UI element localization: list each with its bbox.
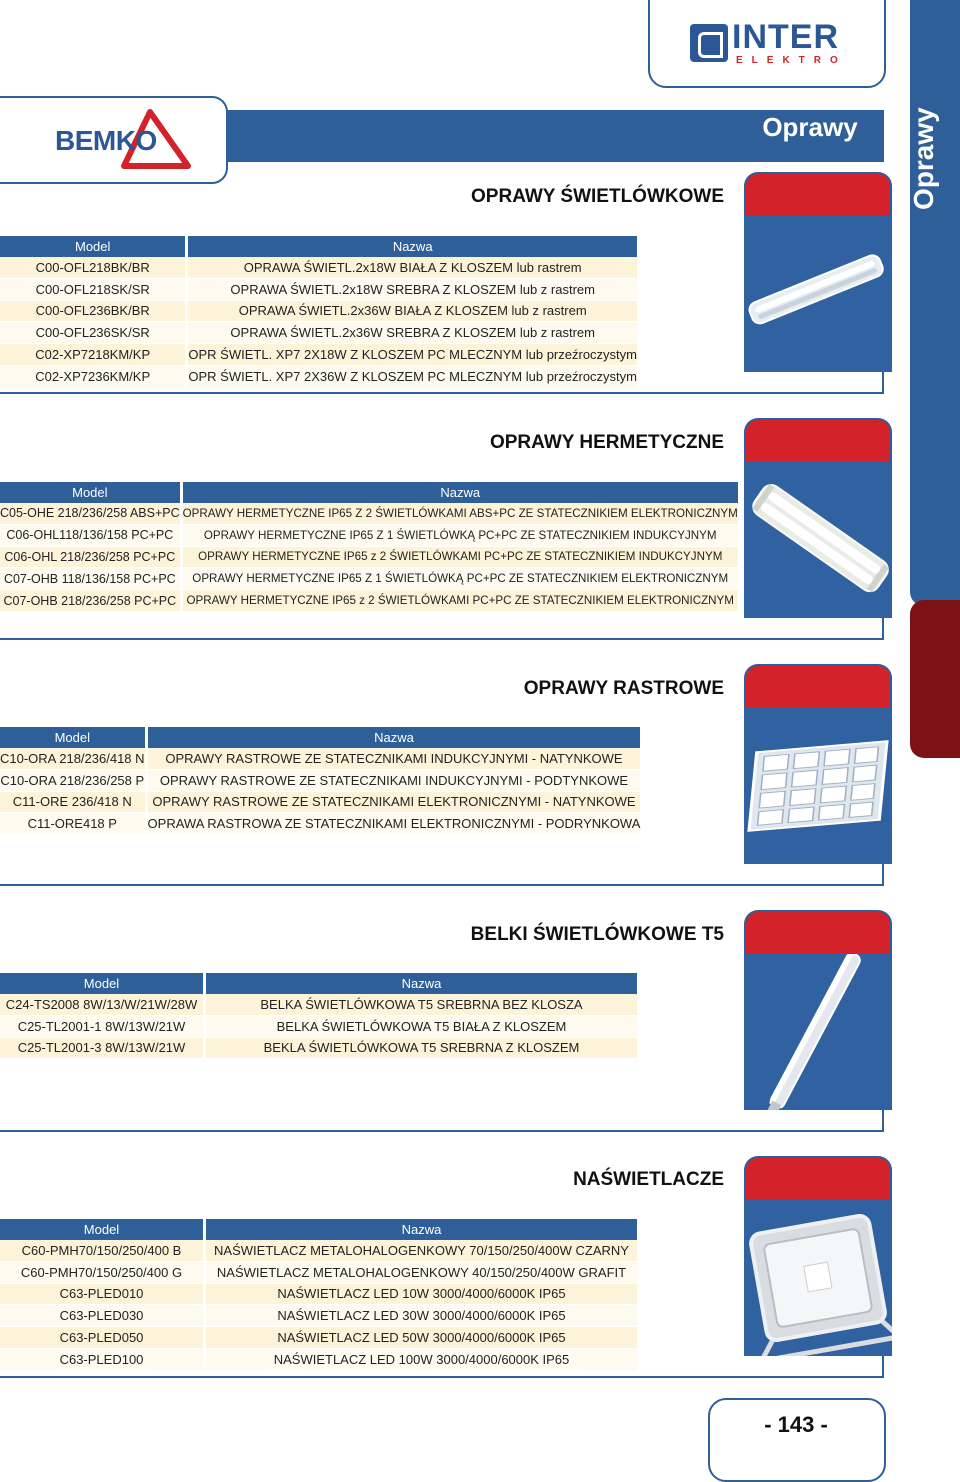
column-header-name: Nazwa [188,236,637,257]
table-row [0,301,637,323]
section-divider [0,884,884,886]
name-cell: BELKA ŚWIETLÓWKOWA T5 SREBRNA BEZ KLOSZA [206,994,637,1016]
name-cell: OPRAWA ŚWIETL.2x18W BIAŁA Z KLOSZEM lub rastrem [188,257,637,279]
table-row [0,257,637,279]
section-divider [0,392,884,394]
card-header [744,910,892,956]
grid-louver-fixture-icon [744,708,892,864]
table-row [0,568,738,590]
product-image-card [744,664,892,864]
name-cell: NAŚWIETLACZ LED 100W 3000/4000/6000K IP65 [206,1349,637,1371]
bemko-logo-word: BEMKO [55,125,157,156]
column-header-model: Model [0,973,206,994]
table-row [0,525,738,547]
name-cell: OPRAWY RASTROWE ZE STATECZNIKAMI INDUKCYJNYMI - PODTYNKOWE [148,770,641,792]
table-row [0,590,738,612]
page-number-box [708,1398,886,1482]
model-cell: C11-ORE 236/418 N [0,792,148,814]
name-cell: BELKA ŚWIETLÓWKOWA T5 BIAŁA Z KLOSZEM [206,1016,637,1038]
product-image-card [744,1156,892,1356]
table-row [0,1327,637,1349]
column-header-name: Nazwa [206,973,637,994]
product-table [0,236,637,388]
table-row [0,279,637,301]
model-cell: C00-OFL218BK/BR [0,257,188,279]
table-row [0,770,640,792]
column-header-name: Nazwa [183,482,738,503]
inter-mark-icon [690,24,728,62]
table-row [0,994,637,1016]
name-cell: OPRAWA RASTROWA ZE STATECZNIKAMI ELEKTRONICZNYMI - PODRYNKOWA [148,813,641,835]
name-cell: BEKLA ŚWIETLÓWKOWA T5 SREBRNA Z KLOSZEM [206,1038,637,1060]
name-cell: OPRAWY RASTROWE ZE STATECZNIKAMI INDUKCYJNYMI - NATYNKOWE [148,748,641,770]
name-cell: NAŚWIETLACZ METALOHALOGENKOWY 70/150/250/400W CZARNY [206,1240,637,1262]
name-cell: OPRAWY RASTROWE ZE STATECZNIKAMI ELEKTRONICZNYMI - NATYNKOWE [148,792,641,814]
name-cell: OPRAWA ŚWIETL.2x36W SREBRA Z KLOSZEM lub z rastrem [188,322,637,344]
name-cell: OPRAWY HERMETYCZNE IP65 Z 2 ŚWIETLÓWKAMI ABS+PC ZE STATECZNIKIEM ELEKTRONICZNYM [183,503,738,525]
model-cell: C07-OHB 218/236/258 PC+PC [0,590,183,612]
model-cell: C02-XP7218KM/KP [0,344,188,366]
card-header [744,1156,892,1202]
model-cell: C63-PLED100 [0,1349,206,1371]
model-cell: C06-OHL118/136/158 PC+PC [0,525,183,547]
product-image-card [744,172,892,372]
name-cell: OPRAWA ŚWIETL.2x18W SREBRA Z KLOSZEM lub z rastrem [188,279,637,301]
table-row [0,1305,637,1327]
section-title: OPRAWY ŚWIETLÓWKOWE [471,186,724,207]
card-header [744,418,892,464]
name-cell: OPR ŚWIETL. XP7 2X18W Z KLOSZEM PC MLECZNYM lub przeźroczystym [188,344,637,366]
model-cell: C00-OFL236SK/SR [0,322,188,344]
table-row [0,1349,637,1371]
model-cell: C25-TL2001-1 8W/13W/21W [0,1016,206,1038]
card-header [744,172,892,218]
model-cell: C10-ORA 218/236/418 N [0,748,148,770]
product-photo [744,216,892,372]
inter-logo-word: INTER [732,18,839,56]
section-divider [0,1130,884,1132]
section-divider [0,1376,884,1378]
model-cell: C60-PMH70/150/250/400 G [0,1262,206,1284]
fluorescent-fixture-icon [744,216,892,372]
name-cell: OPRAWY HERMETYCZNE IP65 z 2 ŚWIETLÓWKAMI PC+PC ZE STATECZNIKIEM ELEKTRONICZNYM [183,590,738,612]
column-header-model: Model [0,236,188,257]
column-header-name: Nazwa [206,1219,637,1240]
name-cell: NAŚWIETLACZ LED 10W 3000/4000/6000K IP65 [206,1284,637,1306]
name-cell: OPRAWY HERMETYCZNE IP65 Z 1 ŚWIETLÓWKĄ PC+PC ZE STATECZNIKIEM INDUKCYJNYM [183,525,738,547]
inter-elektro-logo [690,18,847,68]
model-cell: C11-ORE418 P [0,813,148,835]
inter-logo-sub: ELEKTRO [736,55,847,66]
name-cell: NAŚWIETLACZ METALOHALOGENKOWY 40/150/250/400W GRAFIT [206,1262,637,1284]
model-cell: C24-TS2008 8W/13/W/21W/28W [0,994,206,1016]
model-cell: C60-PMH70/150/250/400 B [0,1240,206,1262]
table-row [0,547,738,569]
t5-batten-icon [744,954,892,1110]
product-photo [744,1200,892,1356]
product-table [0,973,637,1059]
product-image-card [744,910,892,1110]
section-title: OPRAWY RASTROWE [523,678,724,699]
model-cell: C63-PLED010 [0,1284,206,1306]
model-cell: C00-OFL236BK/BR [0,301,188,323]
card-header [744,664,892,710]
product-photo [744,954,892,1110]
name-cell: OPR ŚWIETL. XP7 2X36W Z KLOSZEM PC MLECZNYM lub przeźroczystym [188,366,637,388]
model-cell: C00-OFL218SK/SR [0,279,188,301]
section-divider [0,638,884,640]
product-table [0,727,640,835]
model-cell: C05-OHE 218/236/258 ABS+PC [0,503,183,525]
side-red-block [910,600,960,758]
model-cell: C06-OHL 218/236/258 PC+PC [0,547,183,569]
hermetic-fixture-icon [744,462,892,618]
table-row [0,792,640,814]
table-row [0,1240,637,1262]
model-cell: C07-OHB 118/136/158 PC+PC [0,568,183,590]
column-header-model: Model [0,1219,206,1240]
table-row [0,366,637,388]
name-cell: OPRAWA ŚWIETL.2x36W BIAŁA Z KLOSZEM lub z rastrem [188,301,637,323]
column-header-model: Model [0,482,183,503]
category-title: Oprawy [762,112,858,142]
page-number: - 143 - [764,1412,828,1437]
model-cell: C63-PLED050 [0,1327,206,1349]
table-row [0,1262,637,1284]
section-title: BELKI ŚWIETLÓWKOWE T5 [470,924,724,945]
name-cell: NAŚWIETLACZ LED 30W 3000/4000/6000K IP65 [206,1305,637,1327]
table-row [0,1016,637,1038]
side-tab-label: Oprawy [908,107,939,210]
section-title: NAŚWIETLACZE [573,1169,724,1190]
table-row [0,1038,637,1060]
column-header-name: Nazwa [148,727,641,748]
floodlight-icon [744,1200,892,1356]
product-image-card [744,418,892,618]
name-cell: OPRAWY HERMETYCZNE IP65 Z 1 ŚWIETLÓWKĄ PC+PC ZE STATECZNIKIEM ELEKTRONICZNYM [183,568,738,590]
table-row [0,322,637,344]
product-photo [744,708,892,864]
table-row [0,748,640,770]
column-header-model: Model [0,727,148,748]
name-cell: OPRAWY HERMETYCZNE IP65 z 2 ŚWIETLÓWKAMI PC+PC ZE STATECZNIKIEM INDUKCYJNYM [183,547,738,569]
product-table [0,482,738,612]
table-row [0,344,637,366]
table-row [0,1284,637,1306]
product-table [0,1219,637,1371]
model-cell: C02-XP7236KM/KP [0,366,188,388]
model-cell: C10-ORA 218/236/258 P [0,770,148,792]
table-row [0,503,738,525]
model-cell: C25-TL2001-3 8W/13W/21W [0,1038,206,1060]
name-cell: NAŚWIETLACZ LED 50W 3000/4000/6000K IP65 [206,1327,637,1349]
section-title: OPRAWY HERMETYCZNE [489,432,724,453]
model-cell: C63-PLED030 [0,1305,206,1327]
product-photo [744,462,892,618]
table-row [0,813,640,835]
